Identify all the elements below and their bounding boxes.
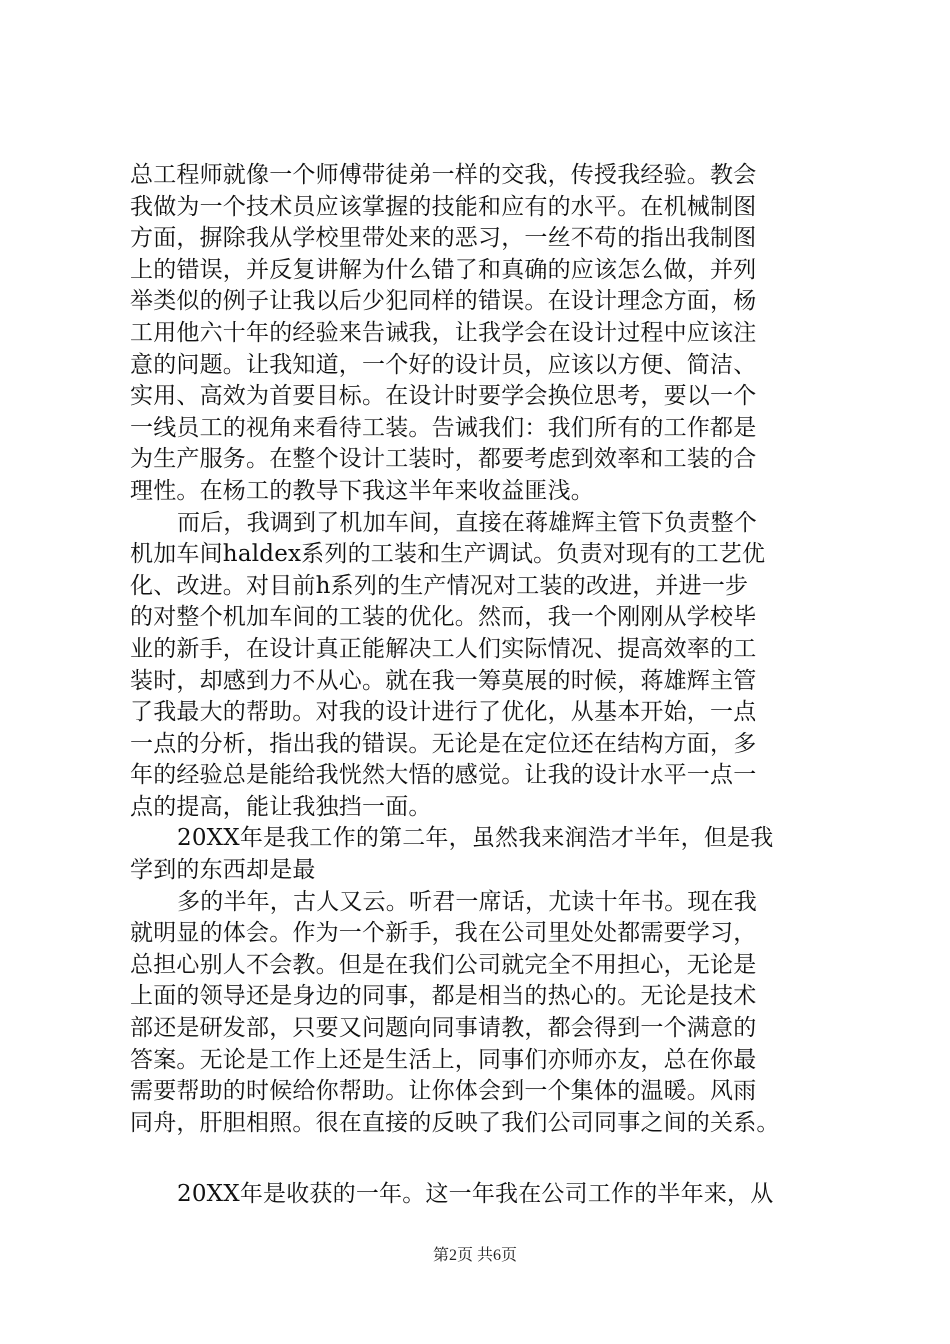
- document-body: [130, 160, 835, 1211]
- paragraph-line: 学到的东西却是最: [130, 857, 316, 884]
- paragraph-line: 多的半年，古人又云。听君一席话，尤读十年书。现在我: [177, 888, 757, 915]
- paragraph-line: 理性。在杨工的教导下我这半年来收益匪浅。: [130, 477, 594, 504]
- paragraph-line: 而后，我调到了机加车间，直接在蒋雄辉主管下负责整个: [177, 509, 757, 536]
- page-number: 第2页 共6页: [432, 1247, 517, 1264]
- paragraph-line: 业的新手，在设计真正能解决工人们实际情况、提高效率的工: [130, 635, 757, 662]
- paragraph-line: 一线员工的视角来看待工装。告诫我们：我们所有的工作都是: [130, 414, 757, 441]
- paragraph-line: 20XX年是我工作的第二年，虽然我来润浩才半年，但是我: [177, 825, 774, 852]
- paragraph-line: 工用他六十年的经验来告诫我，让我学会在设计过程中应该注: [130, 319, 757, 346]
- paragraph-line: 意的问题。让我知道，一个好的设计员，应该以方便、简洁、: [130, 351, 757, 378]
- paragraph-line: 的对整个机加车间的工装的优化。然而，我一个刚刚从学校毕: [130, 604, 757, 631]
- paragraph-line: 答案。无论是工作上还是生活上，同事们亦师亦友，总在你最: [130, 1046, 757, 1073]
- paragraph-line: 20XX年是收获的一年。这一年我在公司工作的半年来，从: [177, 1181, 774, 1208]
- body-text: [130, 160, 835, 1139]
- paragraph-line: 化、改进。对目前h系列的生产情况对工装的改进，并进一步: [130, 572, 749, 599]
- paragraph-line: 点的提高，能让我独挡一面。: [130, 793, 432, 820]
- paragraph-line: 需要帮助的时候给你帮助。让你体会到一个集体的温暖。风雨: [130, 1078, 757, 1105]
- paragraph-line: 为生产服务。在整个设计工装时，都要考虑到效率和工装的合: [130, 446, 757, 473]
- paragraph-line: 总工程师就像一个师傅带徒弟一样的交我，传授我经验。教会: [130, 162, 757, 188]
- paragraph-line: 我做为一个技术员应该掌握的技能和应有的水平。在机械制图: [130, 193, 757, 220]
- paragraph-line: 部还是研发部，只要又问题向同事请教，都会得到一个满意的: [130, 1015, 757, 1042]
- paragraph-line: 实用、高效为首要目标。在设计时要学会换位思考，要以一个: [130, 383, 757, 410]
- paragraph-line: 总担心别人不会教。但是在我们公司就完全不用担心，无论是: [130, 951, 757, 978]
- paragraph-line: 装时，却感到力不从心。就在我一筹莫展的时候，蒋雄辉主管: [130, 667, 757, 694]
- paragraph-line: 年的经验总是能给我恍然大悟的感觉。让我的设计水平一点一: [130, 762, 757, 789]
- paragraph-line: 举类似的例子让我以后少犯同样的错误。在设计理念方面，杨: [130, 288, 757, 315]
- paragraph-line: 了我最大的帮助。对我的设计进行了优化，从基本开始，一点: [130, 699, 757, 726]
- paragraph-line: 同舟，肝胆相照。很在直接的反映了我们公司同事之间的关系。: [130, 1109, 780, 1136]
- paragraph-line: 上的错误，并反复讲解为什么错了和真确的应该怎么做，并列: [130, 256, 757, 283]
- paragraph-line: 就明显的体会。作为一个新手，我在公司里处处都需要学习，: [130, 920, 757, 947]
- paragraph-line: 方面，摒除我从学校里带处来的恶习，一丝不苟的指出我制图: [130, 225, 757, 252]
- paragraph-line: 机加车间haldex系列的工装和生产调试。负责对现有的工艺优: [130, 541, 766, 568]
- paragraph-line: 上面的领导还是身边的同事，都是相当的热心的。无论是技术: [130, 983, 757, 1010]
- paragraph-line: 一点的分析，指出我的错误。无论是在定位还在结构方面，多: [130, 730, 757, 757]
